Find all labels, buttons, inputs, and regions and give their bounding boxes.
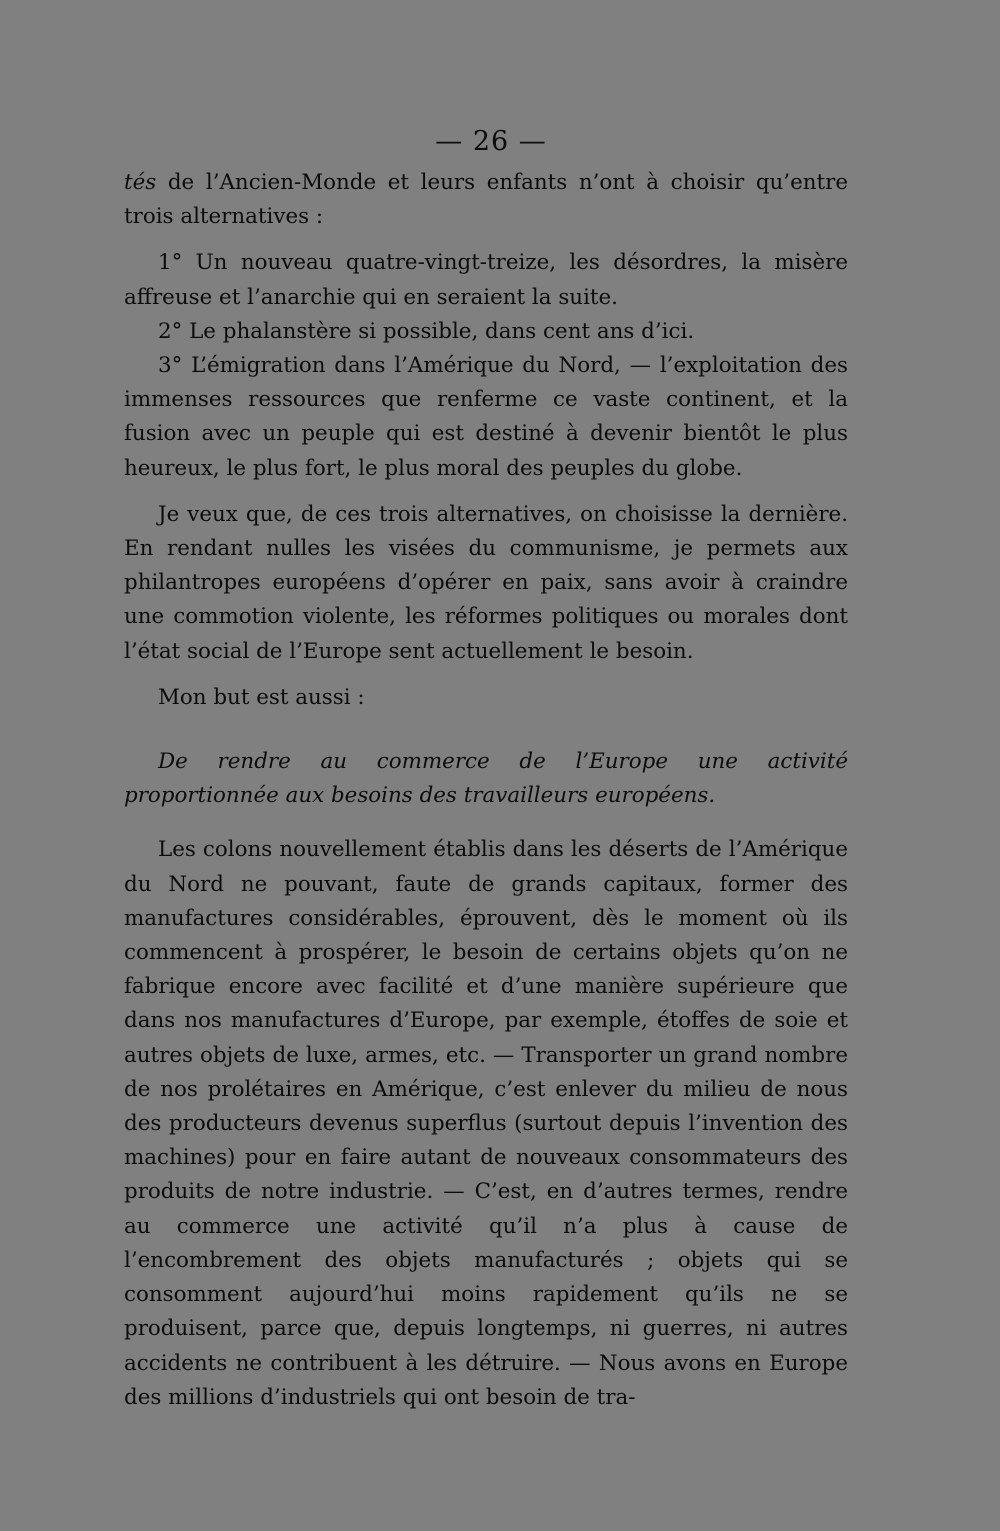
italic-statement: De rendre au commerce de l’Europe une activité proportionnée aux besoins des travailleurs européens. [124, 749, 848, 809]
paragraph-continuation [124, 166, 848, 234]
paragraph-choice: Je veux que, de ces trois alternatives, on choisisse la dernière. En rendant nulles les visées du communisme, je permets aux philantropes européens d’opérer en paix, sans avoir à craindre une commotion violente, les réformes politiques ou morales dont l’état social de l’Europe sent actuellement le besoin. [124, 501, 848, 664]
list-item-2: 2° Le phalanstère si possible, dans cent ans d’ici. [158, 318, 695, 344]
list-item-1: 1° Un nouveau quatre-vingt-treize, les désordres, la misère affreuse et l’anarchie qui en seraient la suite. [124, 250, 848, 310]
paragraph-colonists: Les colons nouvellement établis dans les déserts de l’Amérique du Nord ne pouvant, faute de grands capitaux, former des manufactures considérables, éprouvent, dès le moment où ils commencent à prospérer, le besoin de certains objets qu’on ne fabrique encore avec facilité et d’une manière supérieure que dans nos manufactures d’Europe, par exemple, étoffes de soie et autres objets de luxe, armes, etc. — Transporter un grand nombre de nos prolétaires en Amérique, c’est enlever du milieu de nous des producteurs devenus superflus (surtout depuis l’invention des machines) pour en faire autant de nouveaux consommateurs des produits de notre industrie. — C’est, en d’autres termes, rendre au commerce une activité qu’il n’a plus à cause de l’encombrement des objets manufacturés ; objets qui se consomment aujourd’hui moins rapidement qu’ils ne se produisent, parce que, depuis longtemps, ni guerres, ni autres accidents ne contribuent à les détruire. — Nous avons en Europe des millions d’industriels qui ont besoin de tra- [124, 837, 848, 1410]
paragraph-text: de l’Ancien-Monde et leurs enfants n’ont à choisir qu’entre trois alternatives : [124, 170, 848, 230]
list-item-3: 3° L’émigration dans l’Amérique du Nord, — l’exploitation des immenses ressources que renferme ce vaste continent, et la fusion avec un peuple qui est destiné à devenir bientôt le plus heureux, le plus fort, le plus moral des peuples du globe. [124, 353, 848, 481]
document-page [124, 120, 848, 1415]
italic-lead-word: tés [124, 170, 157, 195]
page-number: — 26 — [435, 126, 547, 157]
paragraph-aim: Mon but est aussi : [158, 684, 365, 710]
